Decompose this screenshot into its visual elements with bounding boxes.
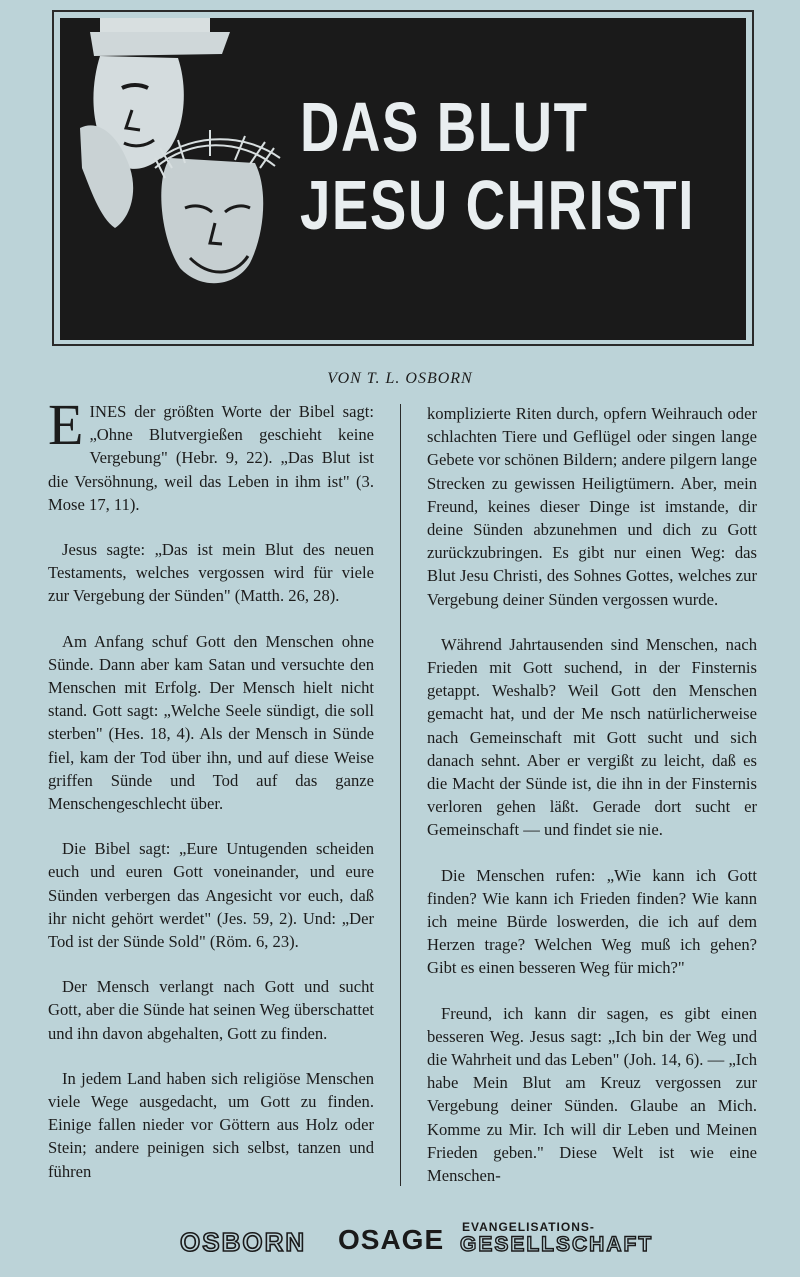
paragraph: EINES der größten Worte der Bibel sagt: „Ohne Blutvergießen geschieht keine Vergebung" (Hebr. 9, 22). „Das Blut ist die Versöhnung, weil das Leben in ihm ist" (3. Mose 17, 11). <box>48 392 374 514</box>
drop-cap: E <box>48 392 84 457</box>
left-column <box>48 392 374 1205</box>
byline: VON T. L. OSBORN <box>327 370 473 387</box>
title-line-2: JESU CHRISTI <box>300 166 695 244</box>
paragraph: Der Mensch verlangt nach Gott und sucht Gott, aber die Sünde hat seinen Weg überschattet und ihn davon abgehalten, Gott zu finden. <box>48 977 374 1043</box>
title-line-1: DAS BLUT <box>300 88 589 166</box>
footer-gesellschaft: GESELLSCHAFT <box>460 1233 654 1256</box>
osage-logo: OSAGE <box>338 1224 445 1255</box>
right-column <box>427 402 757 1209</box>
publisher-footer <box>180 1218 760 1258</box>
paragraph: Während Jahrtausenden sind Menschen, nach Frieden mit Gott suchend, in der Finsternis getappt. Weshalb? Weil Gott den Menschen gemacht hat, und der Me nsch natürlicherweise nach Gemeinschaft mit Gott sucht und sich danach sehnt. Aber er vergißt zu leicht, daß es die Macht der Sünde ist, die ihn in der Finsternis verloren gehen läßt. Gerade dort sucht er Gemeinschaft — und findet sie nie. <box>427 634 757 840</box>
paragraph: Die Bibel sagt: „Eure Untugenden scheiden euch und euren Gott voneinander, und eure Sünden verbergen das Angesicht vor euch, daß ihr nicht gehört werdet" (Jes. 59, 2). Und: „Der Tod ist der Sünde Sold" (Röm. 6, 23). <box>48 839 374 952</box>
paragraph: komplizierte Riten durch, opfern Weihrauch oder schlachten Tiere und Geflügel oder singen lange Gebete vor schönen Bildern; andere pilgern lange Strecken zu gewissen Heiligtümern. Aber, mein Freund, keines dieser Dinge ist imstande, dir deine Sünden abzunehmen und dich zu Gott zurückzubringen. Es gibt nur einen Weg: das Blut Jesu Christi, des Sohnes Gottes, welches zur Vergebung deiner Sünden vergossen wurde. <box>427 404 757 609</box>
paragraph: Jesus sagte: „Das ist mein Blut des neuen Testaments, welches vergossen wird für viele zur Vergebung der Sünden" (Matth. 26, 28). <box>48 540 374 606</box>
column-divider <box>400 404 401 1186</box>
footer-evangelisations: EVANGELISATIONS- <box>462 1220 595 1234</box>
page-title <box>300 88 695 244</box>
footer-osborn: OSBORN <box>180 1227 307 1257</box>
paragraph: Freund, ich kann dir sagen, es gibt einen besseren Weg. Jesus sagt: „Ich bin der Weg und die Wahrheit und das Leben" (Joh. 14, 6). — „Ich habe Mein Blut am Kreuz vergossen zur Vergebung deiner Sünden. Glaube an Mich. Komme zu Mir. Ich will dir Leben und Meinen Frieden geben." Diese Welt ist wie eine Menschen- <box>427 1003 757 1186</box>
paragraph: In jedem Land haben sich religiöse Menschen viele Wege ausgedacht, um Gott zu finden. Einige fallen nieder vor Göttern aus Holz oder Stein; andere peinigen sich selbst, tanzen und führen <box>48 1068 374 1181</box>
paragraph: Die Menschen rufen: „Wie kann ich Gott finden? Wie kann ich Frieden finden? Wie kann ich meine Bürde loswerden, die ich auf dem Herzen trage? Welchen Weg muß ich gehen? Gibt es einen besseren Weg für mich?" <box>427 865 757 978</box>
header-illustration <box>60 18 746 340</box>
paragraph: Am Anfang schuf Gott den Menschen ohne Sünde. Dann aber kam Satan und versuchte den Menschen mit Erfolg. Der Mensch hielt nicht stand. Gott sagt: „Welche Seele sündigt, die soll sterben" (Hes. 18, 4). Als der Mensch in Sünde fiel, kam der Tod über ihn, und auf diese Weise griffen Sünde und Tod auf das ganze Menschengeschlecht über. <box>48 631 374 814</box>
